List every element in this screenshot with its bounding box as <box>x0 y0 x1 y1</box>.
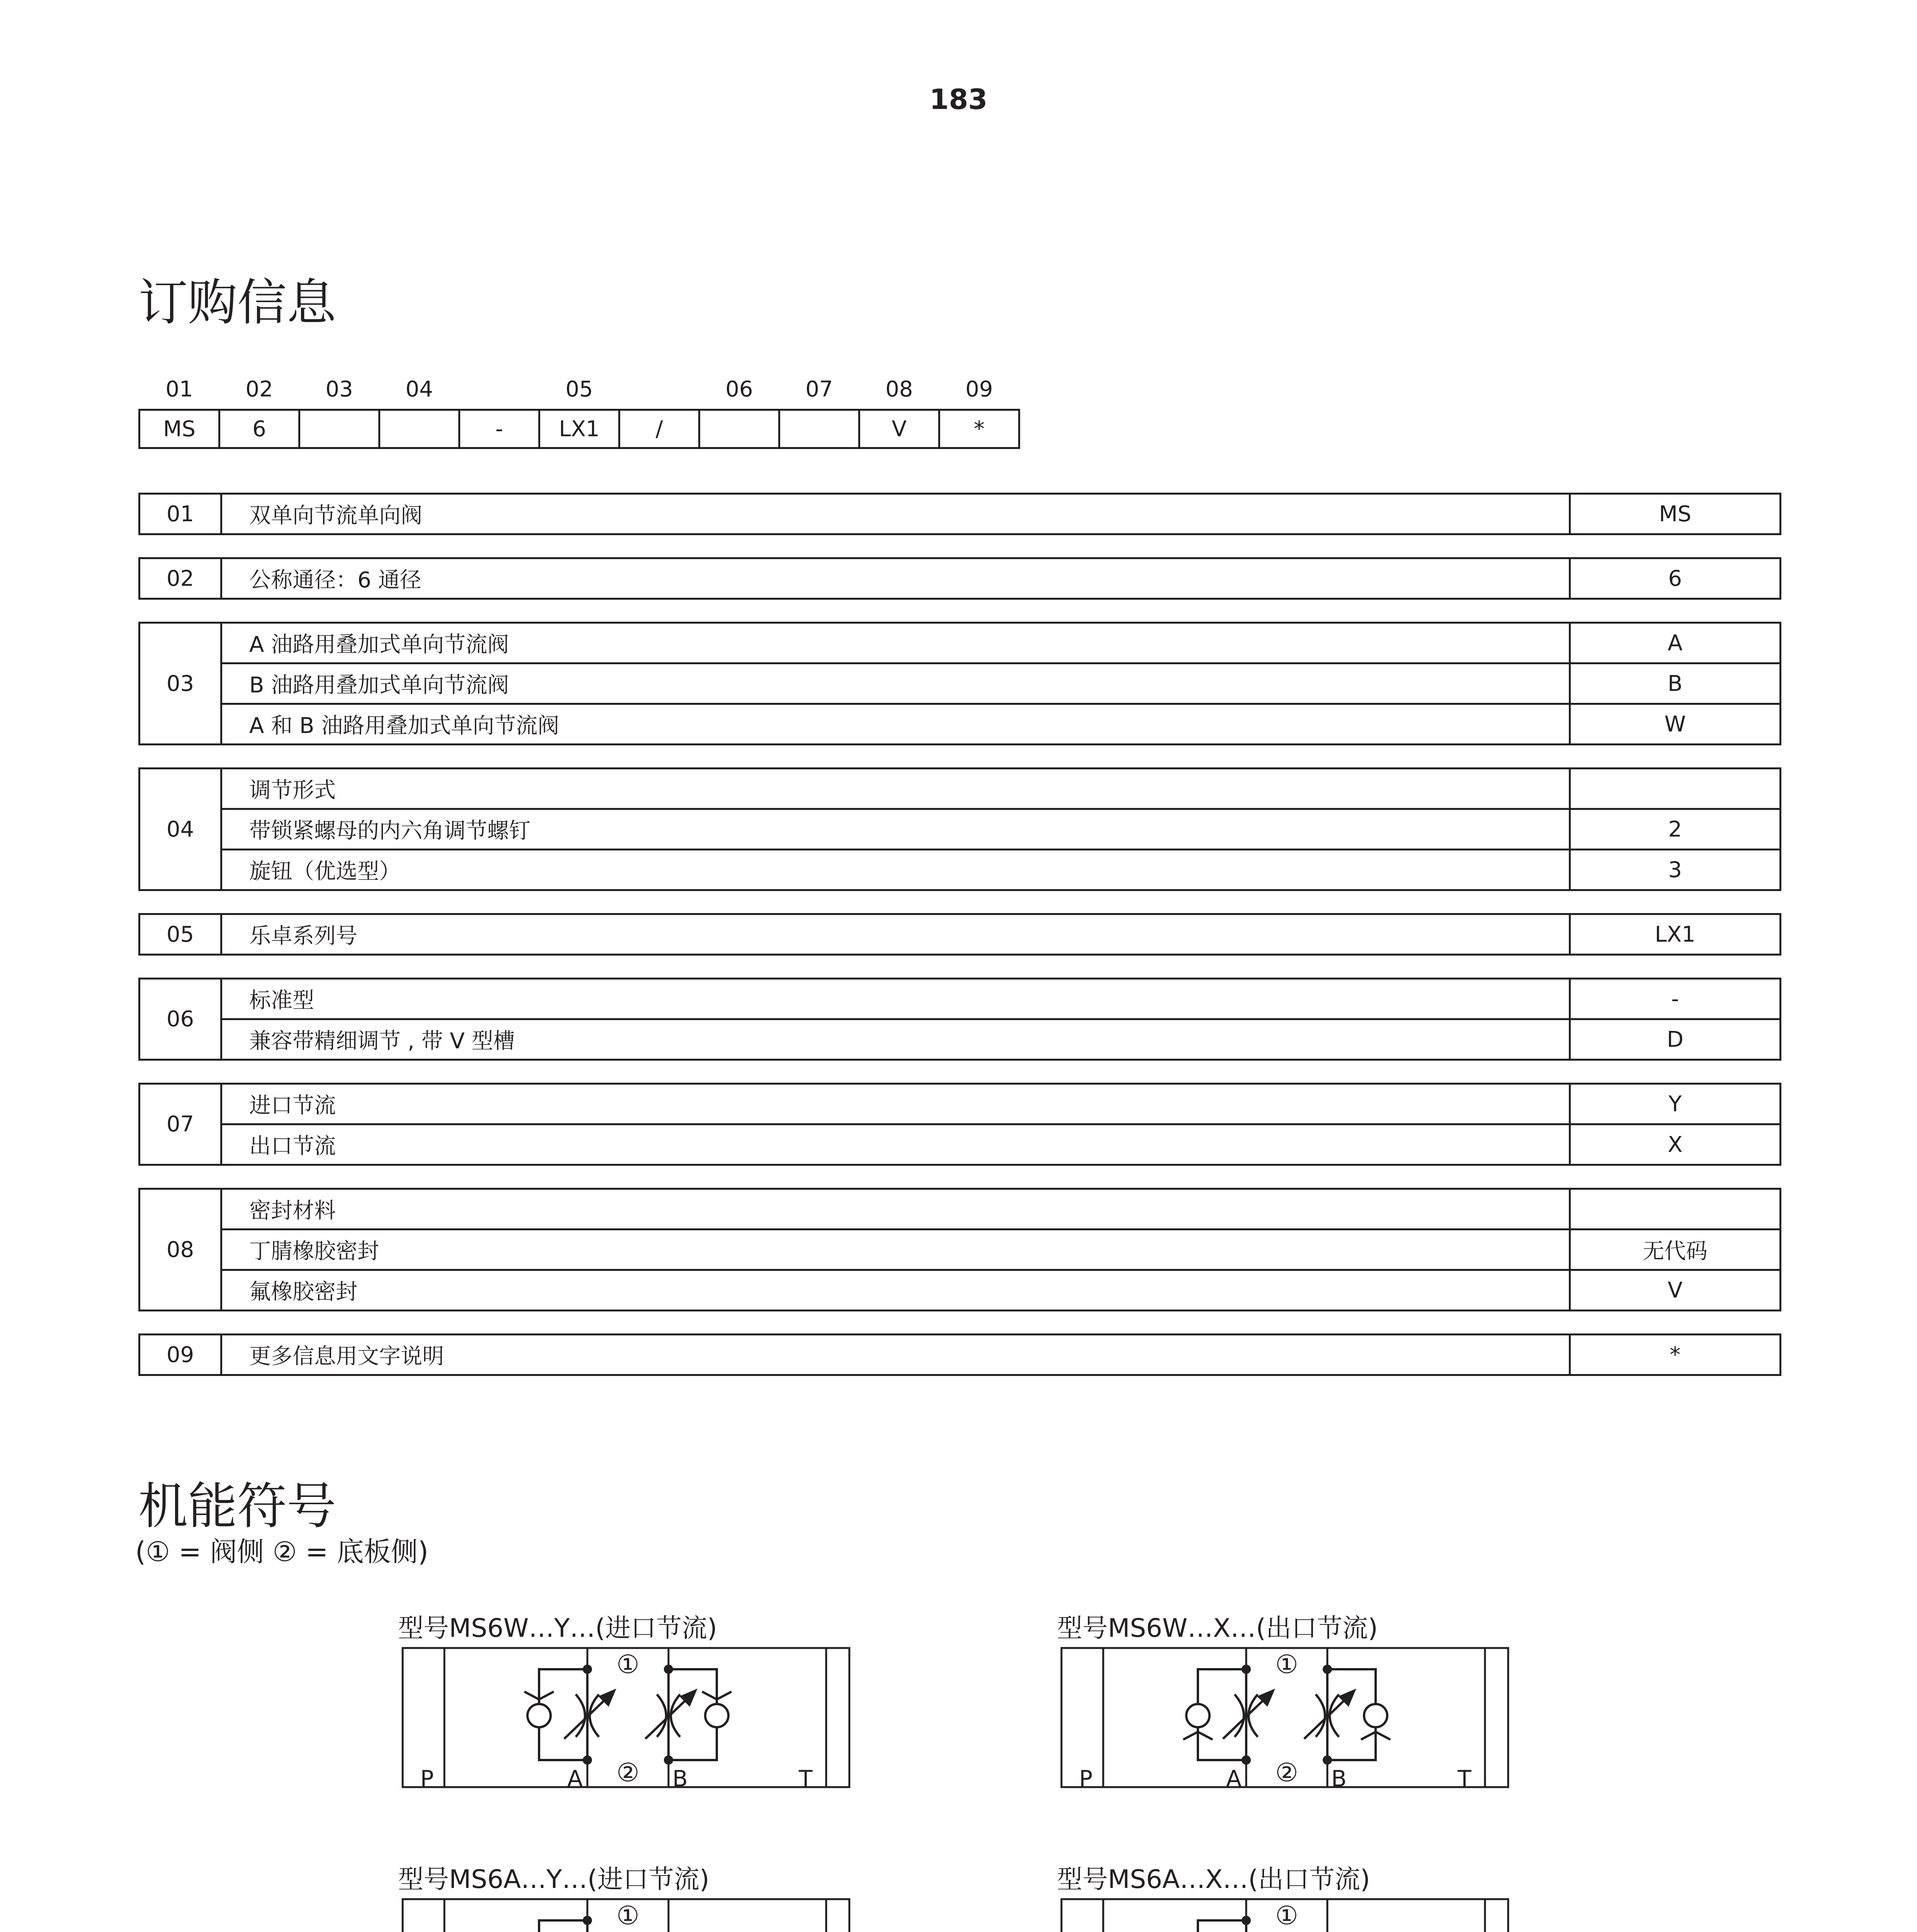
bypass-line <box>539 1920 587 1932</box>
option-code: * <box>1570 1335 1781 1375</box>
code-cell <box>778 409 860 449</box>
throttle-arc <box>1330 1694 1339 1737</box>
option-description: 标准型 <box>221 979 1570 1019</box>
option-row <box>139 1124 1781 1165</box>
option-code: 2 <box>1570 809 1781 850</box>
option-description: 公称通径：6 通径 <box>221 558 1570 599</box>
option-group-id: 01 <box>139 494 221 534</box>
option-row <box>139 809 1781 850</box>
option-row <box>139 769 1781 809</box>
junction-dot <box>583 1665 592 1674</box>
option-description: A 和 B 油路用叠加式单向节流阀 <box>221 704 1570 745</box>
valve-side-label: ① <box>616 1650 640 1679</box>
junction-dot <box>1323 1755 1332 1765</box>
check-valve-ball <box>1364 1704 1387 1727</box>
option-group-id: 02 <box>139 558 221 599</box>
port-a-label: A <box>567 1765 583 1792</box>
option-code <box>1570 769 1781 809</box>
option-code <box>1570 1189 1781 1230</box>
option-row <box>139 558 1781 599</box>
option-group-09 <box>138 1333 1781 1376</box>
throttle-arc <box>590 1694 599 1737</box>
code-cell: / <box>618 409 700 449</box>
option-row <box>139 663 1781 704</box>
port-p-label: P <box>1079 1765 1093 1792</box>
junction-dot <box>1242 1755 1251 1765</box>
code-position-number: 07 <box>805 377 833 402</box>
option-group-id: 09 <box>139 1335 221 1375</box>
option-group-03 <box>138 622 1781 745</box>
option-group-04 <box>138 767 1781 891</box>
junction-dot <box>664 1755 673 1765</box>
option-description: B 油路用叠加式单向节流阀 <box>221 663 1570 704</box>
option-group-01 <box>138 493 1781 535</box>
option-row <box>139 914 1781 955</box>
port-t-label: T <box>1458 1765 1471 1792</box>
code-position-number: 05 <box>565 377 593 402</box>
valve-side-label: ① <box>1275 1901 1298 1930</box>
code-position-number: 06 <box>725 377 753 402</box>
option-code: V <box>1570 1270 1781 1311</box>
option-row <box>139 1019 1781 1060</box>
option-row <box>139 623 1781 663</box>
throttle-arc <box>657 1694 666 1737</box>
option-description: 密封材料 <box>221 1189 1570 1230</box>
option-row <box>139 1230 1781 1270</box>
hydraulic-symbol <box>398 1644 854 1795</box>
plate-side-label: ② <box>1275 1758 1298 1787</box>
code-position-number: 01 <box>165 377 193 402</box>
junction-dot <box>1323 1665 1332 1674</box>
option-row <box>139 1335 1781 1375</box>
option-description: 兼容带精细调节 , 带 V 型槽 <box>221 1019 1570 1060</box>
code-position-number: 08 <box>885 377 913 402</box>
throttle-arc <box>1235 1694 1244 1737</box>
option-description: 出口节流 <box>221 1124 1570 1165</box>
option-description: 丁腈橡胶密封 <box>221 1230 1570 1270</box>
option-row <box>139 1084 1781 1124</box>
option-code: 3 <box>1570 850 1781 890</box>
option-group-07 <box>138 1083 1781 1166</box>
code-cell: LX1 <box>538 409 620 449</box>
option-code: MS <box>1570 494 1781 534</box>
option-code: D <box>1570 1019 1781 1060</box>
check-valve-ball <box>527 1704 551 1727</box>
symbol-title: 型号MS6A…X…(出口节流) <box>1057 1864 1370 1894</box>
option-row <box>139 494 1781 534</box>
code-cell: 6 <box>218 409 300 449</box>
throttle-arc <box>576 1694 585 1737</box>
hydraulic-symbol <box>1057 1644 1513 1795</box>
hydraulic-symbol <box>1057 1895 1513 1932</box>
option-group-06 <box>138 978 1781 1061</box>
code-cell: * <box>938 409 1020 449</box>
option-code: - <box>1570 979 1781 1019</box>
symbols-title: 机能符号 <box>138 1478 337 1535</box>
port-t-label: T <box>799 1765 813 1792</box>
option-code: Y <box>1570 1084 1781 1124</box>
junction-dot <box>1242 1916 1251 1925</box>
option-group-02 <box>138 557 1781 600</box>
plate-side-label: ② <box>616 1758 640 1787</box>
symbol-title: 型号MS6W…X…(出口节流) <box>1057 1613 1378 1643</box>
option-description: 进口节流 <box>221 1084 1570 1124</box>
valve-side-label: ① <box>1275 1650 1298 1679</box>
option-row <box>139 1189 1781 1230</box>
port-p-label: P <box>420 1765 434 1792</box>
port-b-label: B <box>672 1765 688 1792</box>
option-code: X <box>1570 1124 1781 1165</box>
junction-dot <box>664 1665 673 1674</box>
valve-side-label: ① <box>616 1901 640 1930</box>
option-group-05 <box>138 913 1781 956</box>
bypass-line <box>1198 1920 1246 1932</box>
code-position-number: 03 <box>325 377 353 402</box>
port-a-label: A <box>1226 1765 1242 1792</box>
junction-dot <box>583 1755 592 1765</box>
code-cell: - <box>458 409 540 449</box>
option-description: A 油路用叠加式单向节流阀 <box>221 623 1570 663</box>
junction-dot <box>583 1916 592 1925</box>
code-position-number: 04 <box>405 377 433 402</box>
option-row <box>139 850 1781 890</box>
ordering-title: 订购信息 <box>138 274 337 332</box>
port-b-label: B <box>1331 1765 1347 1792</box>
option-description: 乐卓系列号 <box>221 914 1570 955</box>
throttle-arc <box>671 1694 680 1737</box>
throttle-arc <box>1249 1694 1258 1737</box>
code-cell: V <box>858 409 940 449</box>
option-group-08 <box>138 1188 1781 1311</box>
option-group-id: 05 <box>139 914 221 955</box>
code-cell <box>298 409 380 449</box>
option-code: 无代码 <box>1570 1230 1781 1270</box>
option-group-id: 06 <box>139 979 221 1060</box>
option-code: 6 <box>1570 558 1781 599</box>
option-code: LX1 <box>1570 914 1781 955</box>
option-description: 氟橡胶密封 <box>221 1270 1570 1311</box>
option-code: W <box>1570 704 1781 745</box>
symbol-title: 型号MS6W…Y…(进口节流) <box>398 1613 717 1643</box>
code-position-number: 09 <box>965 377 993 402</box>
code-cell: MS <box>138 409 220 449</box>
option-description: 更多信息用文字说明 <box>221 1335 1570 1375</box>
hydraulic-symbol <box>398 1895 854 1932</box>
throttle-arc <box>1316 1694 1325 1737</box>
page-number: 183 <box>929 83 988 116</box>
code-cell <box>378 409 460 449</box>
junction-dot <box>1242 1665 1251 1674</box>
option-row <box>139 1270 1781 1311</box>
option-description: 旋钮（优选型） <box>221 850 1570 890</box>
option-description: 带锁紧螺母的内六角调节螺钉 <box>221 809 1570 850</box>
option-group-id: 03 <box>139 623 221 745</box>
check-valve-ball <box>705 1704 728 1727</box>
symbols-note: (① = 阀侧 ② = 底板侧) <box>135 1536 429 1568</box>
code-position-number: 02 <box>245 377 273 402</box>
option-group-id: 04 <box>139 769 221 890</box>
symbol-title: 型号MS6A…Y…(进口节流) <box>398 1864 709 1894</box>
option-row <box>139 704 1781 745</box>
option-description: 双单向节流单向阀 <box>221 494 1570 534</box>
option-row <box>139 979 1781 1019</box>
option-group-id: 08 <box>139 1189 221 1311</box>
code-cell <box>698 409 780 449</box>
option-code: A <box>1570 623 1781 663</box>
option-description: 调节形式 <box>221 769 1570 809</box>
option-code: B <box>1570 663 1781 704</box>
option-group-id: 07 <box>139 1084 221 1165</box>
check-valve-ball <box>1186 1704 1209 1727</box>
